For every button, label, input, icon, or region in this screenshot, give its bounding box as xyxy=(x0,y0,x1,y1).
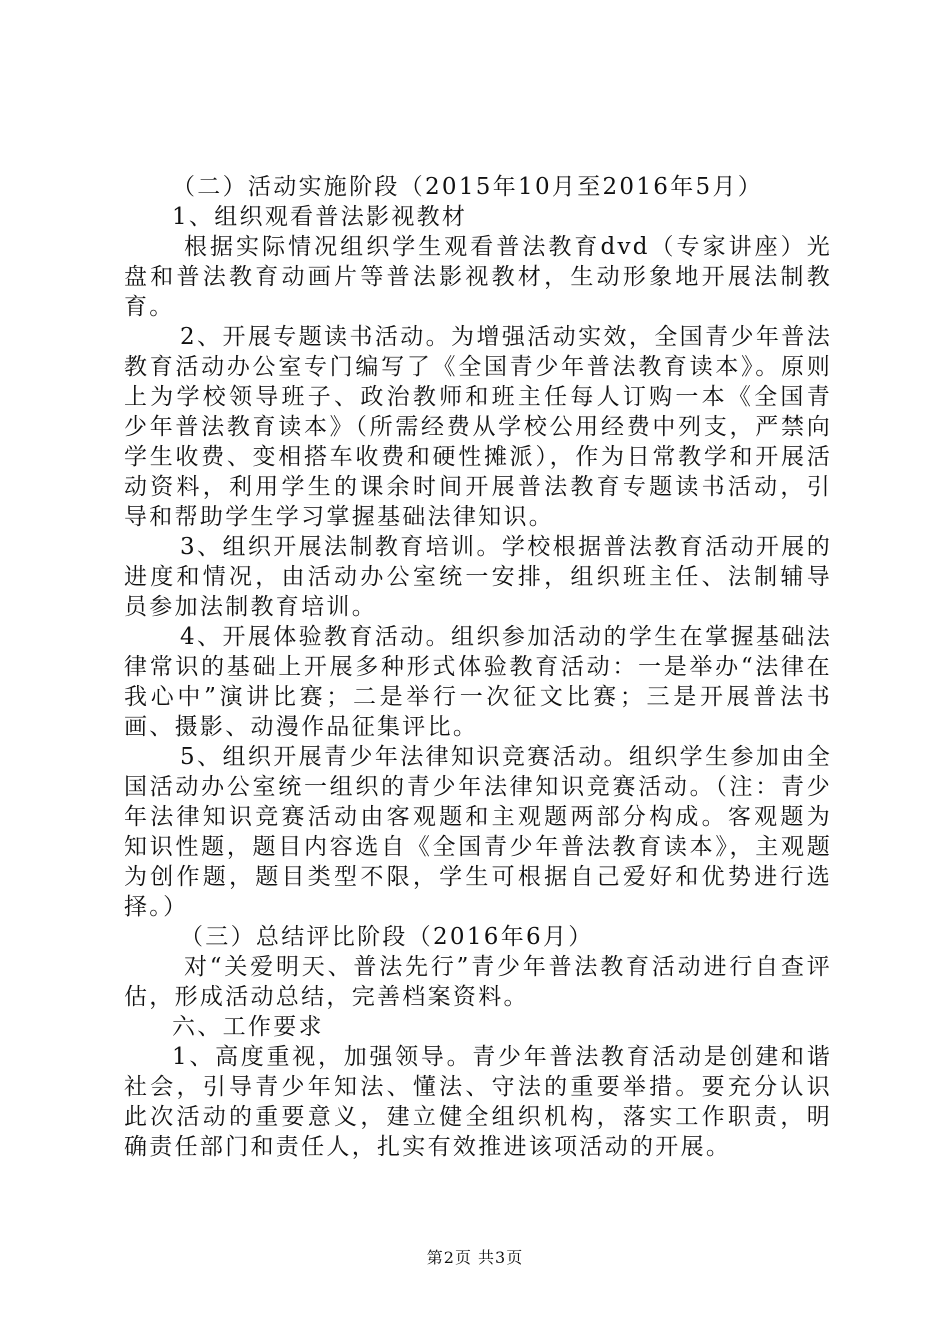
document-body xyxy=(124,172,832,1162)
page-number: 第2页 共3页 xyxy=(426,1248,524,1267)
section-heading-implementation: （二）活动实施阶段（2015年10月至2016年5月） xyxy=(172,174,764,200)
paragraph-contest: 5、组织开展青少年法律知识竞赛活动。组织学生参加由全国活动办公室统一组织的青少年法律知识竞赛活动。（注：青少年法律知识竞赛活动由客观题和主观题两部分构成。客观题为知识性题，题目内容选自《全国青少年普法教育读本》，主观题为创作题，题目类型不限，学生可根据自己爱好和优势进行选择。） xyxy=(124,744,832,920)
paragraph-experience: 4、开展体验教育活动。组织参加活动的学生在掌握基础法律常识的基础上开展多种形式体验教育活动：一是举办“法律在我心中”演讲比赛；二是举行一次征文比赛；三是开展普法书画、摄影、动漫作品征集评比。 xyxy=(124,624,832,740)
paragraph-summary: 对“关爱明天、普法先行”青少年普法教育活动进行自查评估，形成活动总结，完善档案资料。 xyxy=(124,954,832,1010)
section-heading-summary: （三）总结评比阶段（2016年6月） xyxy=(180,924,594,950)
paragraph-reading: 2、开展专题读书活动。为增强活动实效，全国青少年普法教育活动办公室专门编写了《全国青少年普法教育读本》。原则上为学校领导班子、政治教师和班主任每人订购一本《全国青少年普法教育读本》（所需经费从学校公用经费中列支，严禁向学生收费、变相搭车收费和硬性摊派），作为日常教学和开展活动资料，利用学生的课余时间开展普法教育专题读书活动，引导和帮助学生学习掌握基础法律知识。 xyxy=(124,324,832,530)
paragraph-training: 3、组织开展法制教育培训。学校根据普法教育活动开展的进度和情况，由活动办公室统一安排，组织班主任、法制辅导员参加法制教育培训。 xyxy=(124,534,832,620)
paragraph-leadership: 1、高度重视，加强领导。青少年普法教育活动是创建和谐社会，引导青少年知法、懂法、守法的重要举措。要充分认识此次活动的重要意义，建立健全组织机构，落实工作职责，明确责任部门和责任人，扎实有效推进该项活动的开展。 xyxy=(124,1044,832,1160)
item-heading-video: 1、组织观看普法影视教材 xyxy=(172,204,468,230)
paragraph-video: 根据实际情况组织学生观看普法教育dvd（专家讲座）光盘和普法教育动画片等普法影视教材，生动形象地开展法制教育。 xyxy=(124,234,832,320)
section-heading-requirements: 六、工作要求 xyxy=(172,1014,324,1040)
